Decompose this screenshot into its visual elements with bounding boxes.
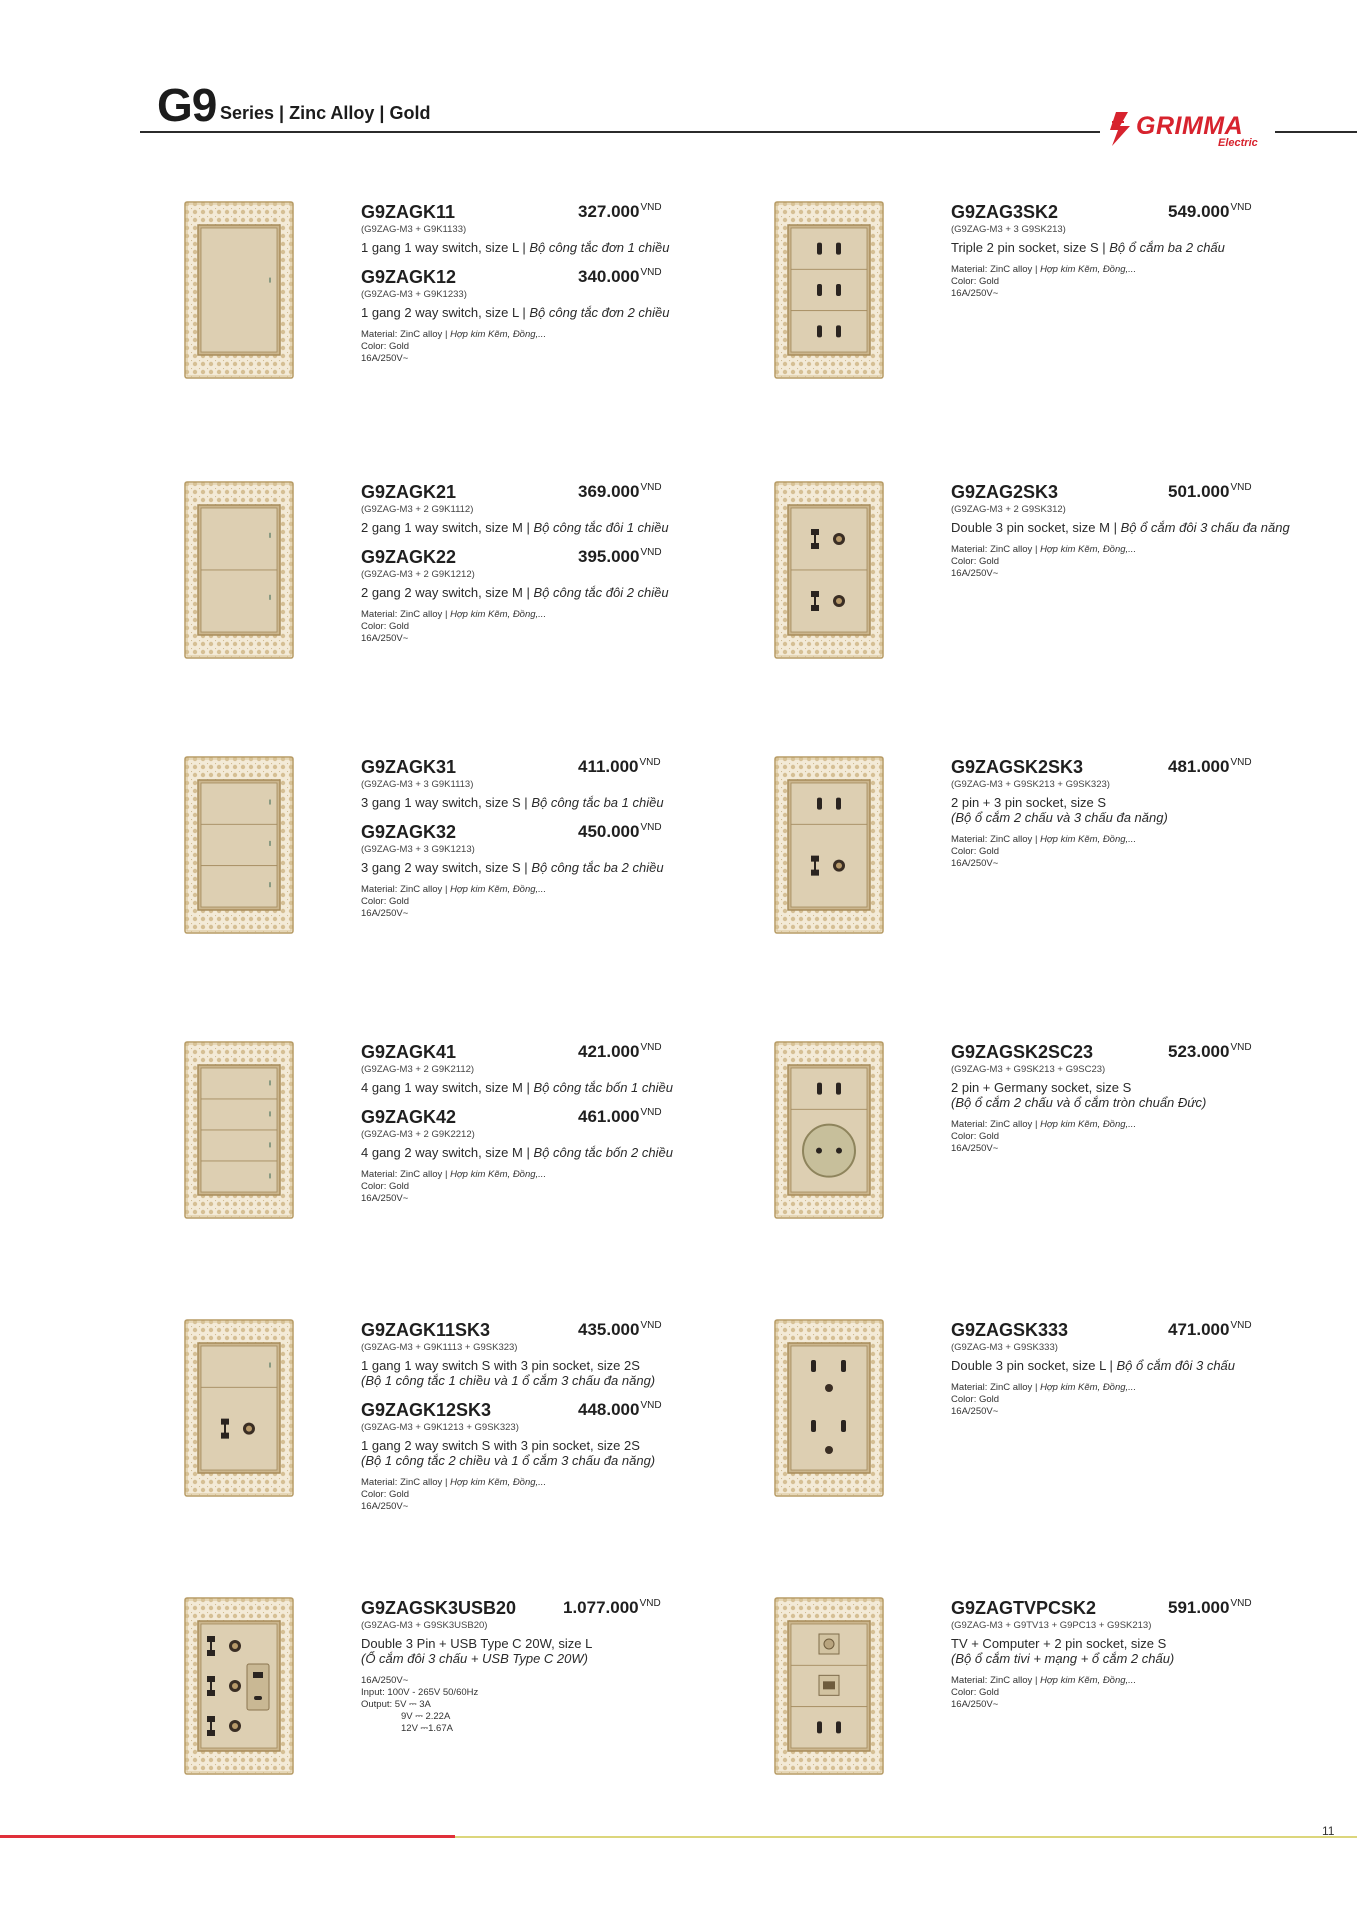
- rating-line: 16A/250V~: [361, 1501, 409, 1512]
- currency-label: VND: [640, 202, 662, 214]
- product-info: [361, 1598, 761, 1735]
- product-entry: [951, 202, 1351, 255]
- product-code: G9ZAGK11SK3: [361, 1320, 491, 1340]
- product-entry: [361, 1107, 761, 1160]
- description-vi: Bộ ổ cắm đôi 3 chấu: [1116, 1358, 1236, 1373]
- description-en: Double 3 pin socket, size M |: [951, 520, 1117, 535]
- product-description: [951, 795, 1351, 825]
- product-description: [361, 585, 761, 600]
- series-description: Series | Zinc Alloy | Gold: [220, 103, 431, 123]
- material-line: [951, 1119, 1351, 1131]
- brand-mark-icon: [1106, 110, 1136, 148]
- product-description: [361, 305, 761, 320]
- color-line: Color: Gold: [361, 1489, 410, 1500]
- description-en: TV + Computer + 2 pin socket, size S: [951, 1636, 1167, 1651]
- product-entry: [361, 482, 761, 535]
- footer-red-bar: [0, 1835, 455, 1838]
- description-vi: Bộ ổ cắm đôi 3 chấu đa năng: [1120, 520, 1290, 535]
- product-block: [183, 1040, 773, 1260]
- description-en: 2 gang 1 way switch, size M |: [361, 520, 530, 535]
- product-components: (G9ZAG-M3 + 3 G9K1213): [361, 844, 475, 855]
- product-price: [1168, 202, 1252, 222]
- material-text: Material: ZinC alloy |: [361, 1169, 448, 1180]
- rating-line: 16A/250V~: [951, 568, 999, 579]
- description-en: 2 gang 2 way switch, size M |: [361, 585, 530, 600]
- description-en: 1 gang 1 way switch, size L |: [361, 240, 526, 255]
- product-description: [951, 240, 1351, 255]
- price-value: 523.000: [1168, 1042, 1230, 1061]
- product-description: [951, 520, 1351, 535]
- product-specs: [951, 1382, 1351, 1418]
- page-number: 11: [1322, 1824, 1335, 1838]
- material-line: [951, 544, 1351, 556]
- rating-line: 16A/250V~: [951, 858, 999, 869]
- product-code: G9ZAGK32: [361, 822, 457, 842]
- product-components: (G9ZAG-M3 + G9K1233): [361, 289, 467, 300]
- product-info: [951, 482, 1351, 580]
- product-block: [773, 1318, 1357, 1538]
- currency-label: VND: [640, 1107, 662, 1119]
- currency-label: VND: [640, 1400, 662, 1412]
- product-price: [578, 1107, 662, 1127]
- price-value: 591.000: [1168, 1598, 1230, 1617]
- description-vi: Bộ công tắc bốn 1 chiều: [533, 1080, 673, 1095]
- currency-label: VND: [639, 1598, 661, 1610]
- product-entry: [951, 1320, 1351, 1373]
- product-info: [361, 1320, 761, 1513]
- product-block: [183, 1596, 773, 1816]
- product-components: (G9ZAG-M3 + 2 G9K2112): [361, 1064, 475, 1075]
- description-en: Triple 2 pin socket, size S |: [951, 240, 1106, 255]
- product-price: [578, 822, 662, 842]
- material-vi: Hợp kim Kẽm, Đồng,...: [450, 329, 547, 340]
- product-code: G9ZAGK12: [361, 267, 457, 287]
- description-vi: Bộ công tắc đơn 2 chiều: [529, 305, 670, 320]
- product-entry: [361, 267, 761, 320]
- product-price: [578, 267, 662, 287]
- price-value: 471.000: [1168, 1320, 1230, 1339]
- footer-yellow-bar: [455, 1836, 1357, 1838]
- product-price: [1168, 1598, 1252, 1618]
- description-en: 2 pin + 3 pin socket, size S: [951, 795, 1107, 810]
- price-value: 369.000: [578, 482, 640, 501]
- product-description: [361, 795, 761, 810]
- product-price: [578, 1320, 662, 1340]
- description-vi: Bộ ổ cắm ba 2 chấu: [1109, 240, 1225, 255]
- material-line: [951, 834, 1351, 846]
- product-components: (G9ZAG-M3 + G9K1113 + G9SK323): [361, 1342, 518, 1353]
- product-description: [361, 240, 761, 255]
- product-price: [578, 547, 662, 567]
- product-code: G9ZAGK12SK3: [361, 1400, 492, 1420]
- material-text: Material: ZinC alloy |: [951, 264, 1038, 275]
- material-line: [361, 609, 761, 621]
- rating-line: 16A/250V~: [951, 1406, 999, 1417]
- material-text: Material: ZinC alloy |: [951, 1382, 1038, 1393]
- series-code: G9: [157, 79, 217, 131]
- description-en: 2 pin + Germany socket, size S: [951, 1080, 1132, 1095]
- currency-label: VND: [640, 1320, 662, 1332]
- product-block: [773, 480, 1357, 700]
- product-block: [183, 1318, 773, 1538]
- material-line: [361, 329, 761, 341]
- product-block: [183, 755, 773, 975]
- material-text: Material: ZinC alloy |: [951, 834, 1038, 845]
- product-info: [361, 757, 761, 920]
- description-en: 1 gang 2 way switch S with 3 pin socket, size 2S: [361, 1438, 640, 1453]
- material-text: Material: ZinC alloy |: [361, 329, 448, 340]
- currency-label: VND: [1230, 202, 1252, 214]
- product-info: [951, 202, 1351, 300]
- description-en: 3 gang 1 way switch, size S |: [361, 795, 528, 810]
- price-value: 327.000: [578, 202, 640, 221]
- product-image: [773, 755, 885, 935]
- usb-spec-line: 16A/250V~: [361, 1675, 409, 1686]
- color-line: Color: Gold: [951, 1687, 1000, 1698]
- product-specs: [951, 1119, 1351, 1155]
- product-info: [361, 202, 761, 365]
- price-value: 411.000: [578, 757, 639, 776]
- product-specs: [951, 264, 1351, 300]
- product-price: [1168, 1042, 1252, 1062]
- material-text: Material: ZinC alloy |: [951, 544, 1038, 555]
- product-code: G9ZAG3SK2: [951, 202, 1059, 222]
- product-image: [773, 1318, 885, 1498]
- product-description: [951, 1358, 1351, 1373]
- color-line: Color: Gold: [361, 341, 410, 352]
- product-components: (G9ZAG-M3 + 3 G9K1113): [361, 779, 474, 790]
- rating-line: 16A/250V~: [361, 633, 409, 644]
- product-entry: [361, 822, 761, 875]
- product-code: G9ZAGSK333: [951, 1320, 1069, 1340]
- rating-line: 16A/250V~: [361, 353, 409, 364]
- product-price: [1168, 1320, 1252, 1340]
- material-line: [361, 1477, 761, 1489]
- product-image: [773, 480, 885, 660]
- rating-line: 16A/250V~: [361, 1193, 409, 1204]
- price-value: 450.000: [578, 822, 640, 841]
- price-value: 501.000: [1168, 482, 1230, 501]
- description-vi: Bộ công tắc ba 1 chiều: [531, 795, 664, 810]
- product-entry: [361, 202, 761, 255]
- price-value: 1.077.000: [563, 1598, 639, 1617]
- product-components: (G9ZAG-M3 + 3 G9SK213): [951, 224, 1066, 235]
- material-vi: Hợp kim Kẽm, Đồng,...: [450, 1169, 547, 1180]
- material-line: [951, 1382, 1351, 1394]
- product-price: [578, 1400, 662, 1420]
- price-value: 395.000: [578, 547, 640, 566]
- description-vi: Bộ công tắc ba 2 chiều: [531, 860, 664, 875]
- product-block: [773, 755, 1357, 975]
- product-components: (G9ZAG-M3 + G9K1213 + G9SK323): [361, 1422, 519, 1433]
- rating-line: 16A/250V~: [951, 288, 999, 299]
- product-image: [773, 1040, 885, 1220]
- currency-label: VND: [1230, 757, 1252, 769]
- material-vi: Hợp kim Kẽm, Đồng,...: [1040, 1382, 1137, 1393]
- description-vi: (Ổ cắm đôi 3 chấu + USB Type C 20W): [361, 1651, 588, 1666]
- product-description: [361, 520, 761, 535]
- description-vi: (Bộ ổ cắm tivi + mạng + ổ cắm 2 chấu): [951, 1651, 1175, 1666]
- product-image: [773, 200, 885, 380]
- price-value: 421.000: [578, 1042, 640, 1061]
- description-en: 1 gang 1 way switch S with 3 pin socket, size 2S: [361, 1358, 640, 1373]
- currency-label: VND: [640, 1042, 662, 1054]
- product-components: (G9ZAG-M3 + 2 G9K1212): [361, 569, 475, 580]
- color-line: Color: Gold: [951, 1394, 1000, 1405]
- brand-sub: Electric: [1218, 137, 1258, 149]
- material-line: [361, 884, 761, 896]
- material-vi: Hợp kim Kẽm, Đồng,...: [1040, 264, 1137, 275]
- description-en: Double 3 Pin + USB Type C 20W, size L: [361, 1636, 593, 1651]
- rating-line: 16A/250V~: [951, 1699, 999, 1710]
- product-image: [773, 1596, 885, 1776]
- product-description: [361, 860, 761, 875]
- description-en: 4 gang 1 way switch, size M |: [361, 1080, 530, 1095]
- product-description: [361, 1358, 761, 1388]
- material-text: Material: ZinC alloy |: [951, 1675, 1038, 1686]
- price-value: 481.000: [1168, 757, 1230, 776]
- color-line: Color: Gold: [361, 1181, 410, 1192]
- currency-label: VND: [1230, 1320, 1252, 1332]
- product-components: (G9ZAG-M3 + G9SK213 + G9SK323): [951, 779, 1110, 790]
- color-line: Color: Gold: [951, 276, 1000, 287]
- description-vi: Bộ công tắc đôi 1 chiều: [533, 520, 669, 535]
- product-specs: [361, 1675, 761, 1735]
- product-specs: [361, 1169, 761, 1205]
- product-image: [183, 1596, 295, 1776]
- product-info: [361, 1042, 761, 1205]
- product-specs: [951, 834, 1351, 870]
- currency-label: VND: [639, 757, 661, 769]
- color-line: Color: Gold: [361, 896, 410, 907]
- material-vi: Hợp kim Kẽm, Đồng,...: [1040, 1675, 1137, 1686]
- product-price: [578, 757, 661, 777]
- product-block: [183, 200, 773, 420]
- product-description: [361, 1145, 761, 1160]
- price-value: 448.000: [578, 1400, 640, 1419]
- product-entry: [361, 1042, 761, 1095]
- product-specs: [361, 609, 761, 645]
- description-en: Double 3 pin socket, size L |: [951, 1358, 1113, 1373]
- product-info: [951, 1320, 1351, 1418]
- material-text: Material: ZinC alloy |: [361, 609, 448, 620]
- product-components: (G9ZAG-M3 + 2 G9SK312): [951, 504, 1066, 515]
- description-en: 3 gang 2 way switch, size S |: [361, 860, 528, 875]
- color-line: Color: Gold: [951, 556, 1000, 567]
- product-price: [578, 1042, 662, 1062]
- product-code: G9ZAGTVPCSK2: [951, 1598, 1097, 1618]
- product-entry: [951, 482, 1351, 535]
- brand-name: GRIMMA: [1136, 112, 1244, 140]
- material-line: [361, 1169, 761, 1181]
- currency-label: VND: [1230, 1598, 1252, 1610]
- product-code: G9ZAGK22: [361, 547, 457, 567]
- product-info: [361, 482, 761, 645]
- color-line: Color: Gold: [361, 621, 410, 632]
- material-text: Material: ZinC alloy |: [361, 1477, 448, 1488]
- description-en: 4 gang 2 way switch, size M |: [361, 1145, 530, 1160]
- product-specs: [361, 884, 761, 920]
- product-description: [361, 1636, 761, 1666]
- description-vi: (Bộ 1 công tắc 2 chiều và 1 ổ cắm 3 chấu đa năng): [361, 1453, 656, 1468]
- product-entry: [361, 1400, 761, 1468]
- product-block: [773, 1596, 1357, 1816]
- product-specs: [951, 1675, 1351, 1711]
- product-description: [951, 1080, 1351, 1110]
- product-description: [951, 1636, 1351, 1666]
- product-image: [183, 1040, 295, 1220]
- description-vi: (Bộ 1 công tắc 1 chiều và 1 ổ cắm 3 chấu đa năng): [361, 1373, 656, 1388]
- description-vi: Bộ công tắc đôi 2 chiều: [533, 585, 669, 600]
- rating-line: 16A/250V~: [951, 1143, 999, 1154]
- usb-spec-line: Output: 5V ⎓ 3A: [361, 1699, 431, 1710]
- material-vi: Hợp kim Kẽm, Đồng,...: [450, 884, 547, 895]
- product-code: G9ZAGK41: [361, 1042, 457, 1062]
- currency-label: VND: [640, 267, 662, 279]
- currency-label: VND: [640, 482, 662, 494]
- product-components: (G9ZAG-M3 + 2 G9K1112): [361, 504, 474, 515]
- material-text: Material: ZinC alloy |: [951, 1119, 1038, 1130]
- description-vi: Bộ công tắc bốn 2 chiều: [533, 1145, 673, 1160]
- product-info: [951, 757, 1351, 870]
- product-specs: [361, 1477, 761, 1513]
- material-line: [951, 1675, 1351, 1687]
- product-components: (G9ZAG-M3 + 2 G9K2212): [361, 1129, 475, 1140]
- product-entry: [361, 1320, 761, 1388]
- material-vi: Hợp kim Kẽm, Đồng,...: [1040, 1119, 1137, 1130]
- material-text: Material: ZinC alloy |: [361, 884, 448, 895]
- product-specs: [951, 544, 1351, 580]
- product-price: [1168, 482, 1252, 502]
- product-code: G9ZAGK21: [361, 482, 457, 502]
- product-components: (G9ZAG-M3 + G9K1133): [361, 224, 467, 235]
- material-vi: Hợp kim Kẽm, Đồng,...: [450, 1477, 547, 1488]
- product-code: G9ZAGK31: [361, 757, 457, 777]
- product-block: [773, 1040, 1357, 1260]
- price-value: 435.000: [578, 1320, 640, 1339]
- usb-spec-line: 12V ⎓1.67A: [401, 1723, 453, 1734]
- product-components: (G9ZAG-M3 + G9SK3USB20): [361, 1620, 488, 1631]
- product-image: [183, 200, 295, 380]
- description-en: 1 gang 2 way switch, size L |: [361, 305, 526, 320]
- product-components: (G9ZAG-M3 + G9SK213 + G9SC23): [951, 1064, 1106, 1075]
- product-entry: [951, 757, 1351, 825]
- product-components: (G9ZAG-M3 + G9SK333): [951, 1342, 1058, 1353]
- price-value: 340.000: [578, 267, 640, 286]
- product-price: [1168, 757, 1252, 777]
- material-vi: Hợp kim Kẽm, Đồng,...: [450, 609, 547, 620]
- product-info: [951, 1042, 1351, 1155]
- product-code: G9ZAGK42: [361, 1107, 457, 1127]
- description-vi: (Bộ ổ cắm 2 chấu và ổ cắm tròn chuẩn Đức): [951, 1095, 1207, 1110]
- product-block: [183, 480, 773, 700]
- description-vi: Bộ công tắc đơn 1 chiều: [529, 240, 670, 255]
- color-line: Color: Gold: [951, 846, 1000, 857]
- product-entry: [951, 1042, 1351, 1110]
- currency-label: VND: [640, 822, 662, 834]
- product-image: [183, 1318, 295, 1498]
- usb-spec-line: Input: 100V - 265V 50/60Hz: [361, 1687, 479, 1698]
- material-line: [951, 264, 1351, 276]
- product-entry: [361, 1598, 761, 1666]
- product-code: G9ZAGSK3USB20: [361, 1598, 517, 1618]
- product-code: G9ZAG2SK3: [951, 482, 1059, 502]
- currency-label: VND: [1230, 1042, 1252, 1054]
- product-info: [951, 1598, 1351, 1711]
- product-description: [361, 1438, 761, 1468]
- product-price: [578, 482, 662, 502]
- product-code: G9ZAGSK2SK3: [951, 757, 1084, 777]
- product-specs: [361, 329, 761, 365]
- product-entry: [361, 547, 761, 600]
- price-value: 461.000: [578, 1107, 640, 1126]
- brand-logo: [1100, 110, 1275, 150]
- description-vi: (Bộ ổ cắm 2 chấu và 3 chấu đa năng): [951, 810, 1168, 825]
- rating-line: 16A/250V~: [361, 908, 409, 919]
- product-description: [361, 1080, 761, 1095]
- currency-label: VND: [1230, 482, 1252, 494]
- product-entry: [361, 757, 761, 810]
- product-image: [183, 755, 295, 935]
- product-image: [183, 480, 295, 660]
- product-code: G9ZAGSK2SC23: [951, 1042, 1094, 1062]
- product-block: [773, 200, 1357, 420]
- product-price: [578, 202, 662, 222]
- price-value: 549.000: [1168, 202, 1230, 221]
- product-components: (G9ZAG-M3 + G9TV13 + G9PC13 + G9SK213): [951, 1620, 1152, 1631]
- material-vi: Hợp kim Kẽm, Đồng,...: [1040, 834, 1137, 845]
- product-code: G9ZAGK11: [361, 202, 456, 222]
- currency-label: VND: [640, 547, 662, 559]
- material-vi: Hợp kim Kẽm, Đồng,...: [1040, 544, 1137, 555]
- product-price: [563, 1598, 661, 1618]
- usb-spec-line: 9V ⎓ 2.22A: [401, 1711, 451, 1722]
- product-entry: [951, 1598, 1351, 1666]
- color-line: Color: Gold: [951, 1131, 1000, 1142]
